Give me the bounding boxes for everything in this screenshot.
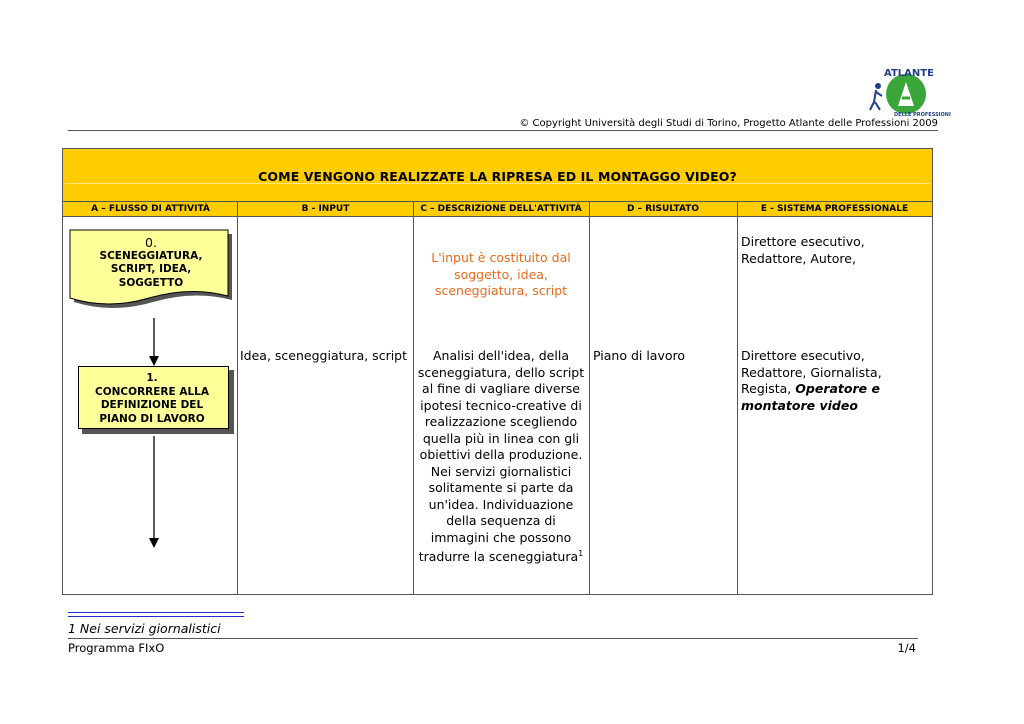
- row1-input: Idea, sceneggiatura, script: [240, 348, 408, 363]
- row0-professional-system: Direttore esecutivo, Redattore, Autore,: [741, 234, 865, 266]
- table-header-row: [63, 202, 932, 217]
- column-divider: [589, 202, 590, 594]
- flowchart-step-1: [78, 366, 232, 432]
- step-0-label: SCENEGGIATURA, SCRIPT, IDEA, SOGGETTO: [99, 249, 203, 289]
- column-header-system: E - SISTEMA PROFESSIONALE: [760, 204, 909, 214]
- step-1-label: CONCORRERE ALLA DEFINIZIONE DEL PIANO DI LAVORO: [95, 385, 209, 425]
- column-divider: [413, 202, 414, 594]
- row0-description: L'input è costituito dal soggetto, idea, sceneggiatura, script: [431, 250, 571, 298]
- arrow-down-icon: [148, 436, 160, 550]
- row1-professional-system: [741, 348, 911, 414]
- footer-divider: [68, 638, 918, 639]
- row1-description-text: Analisi dell'idea, della sceneggiatura, dello script al fine di vagliare diverse ipotesi tecnico-creative di realizzazione scegliendo quella più in linea con gli obiettivi della produzione. Nei servizi giornalistici solitamente si parte da un'idea. Individuazione della sequenza di immagini che possono tradurre la sceneggiatura: [417, 348, 585, 565]
- column-divider: [737, 202, 738, 594]
- step-1-number: 1.: [146, 372, 158, 384]
- logo-subtitle-text: DELLE PROFESSIONI: [894, 112, 951, 118]
- flowchart-step-0: [70, 230, 232, 312]
- copyright-notice: © Copyright Università degli Studi di Torino, Progetto Atlante delle Professioni 2009: [519, 118, 938, 129]
- flowchart-step-0-text: [70, 236, 232, 290]
- footnote-rule: [68, 612, 244, 613]
- column-header-description: C – DESCRIZIONE DELL'ATTIVITÀ: [420, 204, 582, 214]
- table-title-band: [63, 149, 932, 202]
- row1-system-emphasis: Operatore e montatore video: [741, 381, 880, 413]
- arrow-down-icon: [148, 318, 160, 368]
- footnote-rule: [68, 616, 244, 617]
- column-header-flow: A – FLUSSO DI ATTIVITÀ: [91, 204, 210, 214]
- footer-program-name: Programma FIxO: [68, 641, 165, 655]
- logo-title-text: ATLANTE: [884, 68, 934, 79]
- header-divider: [68, 130, 938, 131]
- row1-system-plain: Direttore esecutivo, Redattore, Giornalista, Regista,: [741, 348, 882, 396]
- flowchart-step-1-text: [78, 372, 226, 426]
- column-header-result: D – RISULTATO: [626, 204, 700, 214]
- step-0-number: 0.: [145, 235, 157, 250]
- row1-result: Piano di lavoro: [593, 348, 686, 363]
- column-divider: [237, 202, 238, 594]
- page-number: 1/4: [897, 641, 916, 655]
- footnote-reference: 1: [578, 549, 584, 558]
- table-title: COME VENGONO REALIZZATE LA RIPRESA ED IL MONTAGGO VIDEO?: [258, 169, 737, 184]
- atlante-logo: [866, 66, 951, 118]
- atlante-logo-mark-icon: [866, 66, 951, 118]
- footnote-text: 1 Nei servizi giornalistici: [68, 621, 221, 636]
- row1-description: [416, 348, 586, 566]
- column-header-input: B - INPUT: [301, 204, 350, 214]
